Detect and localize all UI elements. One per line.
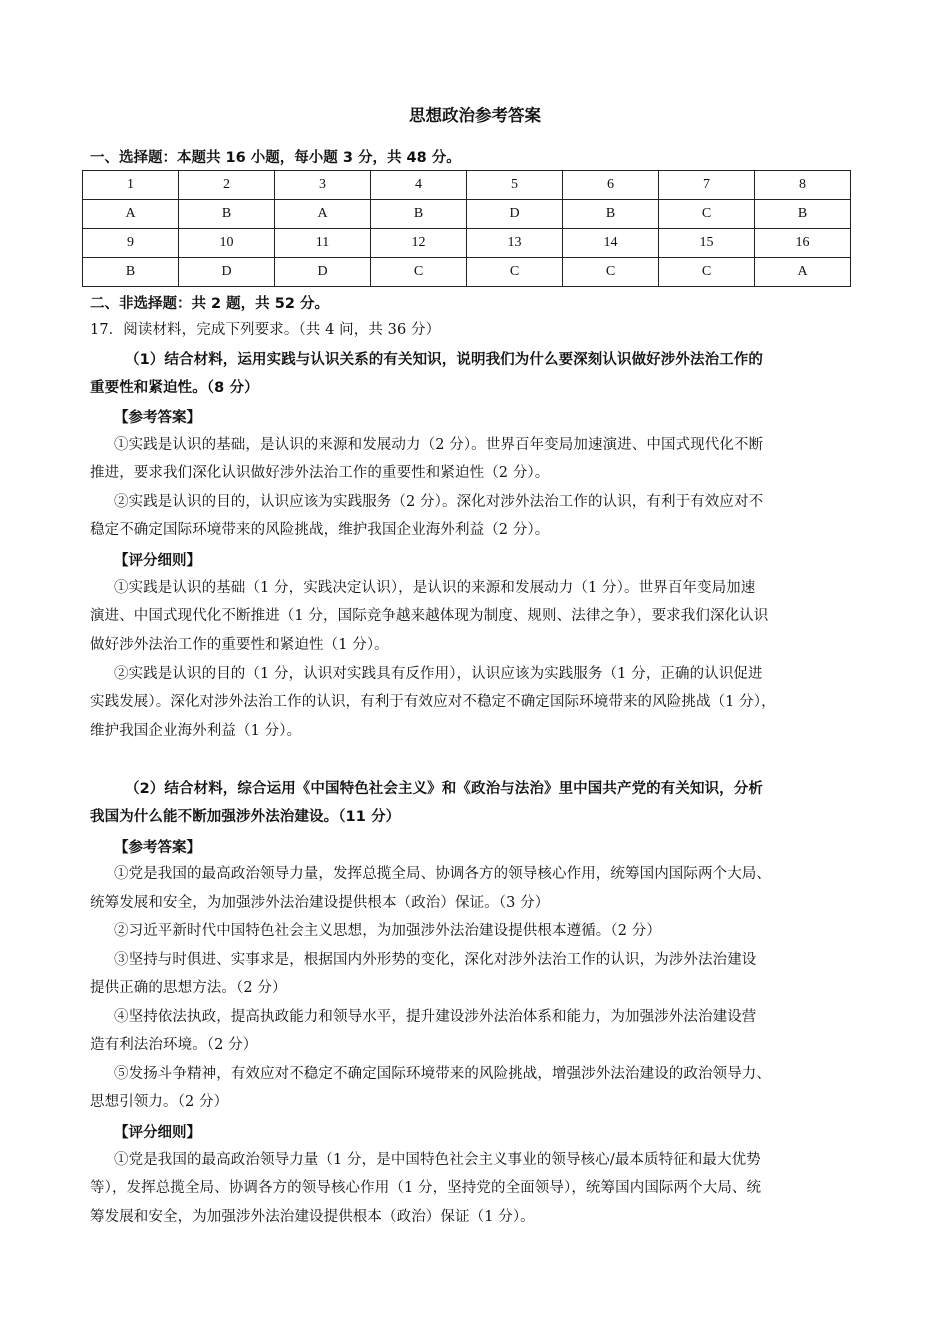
table-cell: 12 xyxy=(371,229,467,258)
table-cell: 7 xyxy=(659,171,755,200)
answer-line: ④坚持依法执政，提高执政能力和领导水平，提升建设涉外法治体系和能力，为加强涉外法治建设营 xyxy=(114,1009,757,1025)
q17-2-prompt-line: （2）结合材料，综合运用《中国特色社会主义》和《政治与法治》里中国共产党的有关知识，分析 xyxy=(125,781,763,797)
table-cell: 6 xyxy=(563,171,659,200)
table-cell: D xyxy=(275,258,371,287)
section-multiple-choice-heading: 一、选择题：本题共 16 小题，每小题 3 分，共 48 分。 xyxy=(90,150,461,166)
table-cell: 11 xyxy=(275,229,371,258)
table-cell: 2 xyxy=(179,171,275,200)
table-cell: B xyxy=(563,200,659,229)
table-cell: C xyxy=(659,200,755,229)
table-cell: B xyxy=(755,200,851,229)
table-cell: 16 xyxy=(755,229,851,258)
table-cell: A xyxy=(755,258,851,287)
table-cell: 10 xyxy=(179,229,275,258)
answer-line: 造有利法治环境。（2 分） xyxy=(90,1037,258,1053)
table-cell: 5 xyxy=(467,171,563,200)
q17-1-reference-tag: 【参考答案】 xyxy=(114,410,201,426)
table-cell: A xyxy=(275,200,371,229)
table-cell: C xyxy=(467,258,563,287)
table-cell: 3 xyxy=(275,171,371,200)
table-cell: D xyxy=(467,200,563,229)
table-cell: 13 xyxy=(467,229,563,258)
section-non-choice-heading: 二、非选择题：共 2 题，共 52 分。 xyxy=(90,296,329,312)
table-row xyxy=(83,229,851,258)
rule-line: 演进、中国式现代化不断推进（1 分，国际竞争越来越体现为制度、规则、法律之争），要求我们深化认识 xyxy=(90,608,769,624)
answer-line: ②实践是认识的目的，认识应该为实践服务（2 分）。深化对涉外法治工作的认识，有利于有效应对不 xyxy=(114,494,764,510)
table-cell: 14 xyxy=(563,229,659,258)
table-row xyxy=(83,258,851,287)
q17-1-scoring-tag: 【评分细则】 xyxy=(114,553,201,569)
answer-line: ①党是我国的最高政治领导力量，发挥总揽全局、协调各方的领导核心作用，统筹国内国际两个大局、 xyxy=(114,866,771,882)
q17-1-prompt-line: 重要性和紧迫性。（8 分） xyxy=(90,380,259,396)
rule-line: ②实践是认识的目的（1 分，认识对实践具有反作用），认识应该为实践服务（1 分，正确的认识促进 xyxy=(114,666,763,682)
table-cell: C xyxy=(563,258,659,287)
rule-line: 维护我国企业海外利益（1 分）。 xyxy=(90,723,302,739)
table-cell: B xyxy=(83,258,179,287)
answer-line: 提供正确的思想方法。（2 分） xyxy=(90,980,287,996)
table-cell: 9 xyxy=(83,229,179,258)
answer-line: ⑤发扬斗争精神，有效应对不稳定不确定国际环境带来的风险挑战，增强涉外法治建设的政治领导力、 xyxy=(114,1066,771,1082)
rule-line: ①实践是认识的基础（1 分，实践决定认识），是认识的来源和发展动力（1 分）。世界百年变局加速 xyxy=(114,580,756,596)
answer-line: 稳定不确定国际环境带来的风险挑战，维护我国企业海外利益（2 分）。 xyxy=(90,522,550,538)
table-cell: 4 xyxy=(371,171,467,200)
table-cell: B xyxy=(179,200,275,229)
answer-line: ③坚持与时俱进、实事求是，根据国内外形势的变化，深化对涉外法治工作的认识，为涉外法治建设 xyxy=(114,952,757,968)
table-cell: 1 xyxy=(83,171,179,200)
rule-line: 实践发展）。深化对涉外法治工作的认识，有利于有效应对不稳定不确定国际环境带来的风险挑战（1 分）， xyxy=(90,694,776,710)
table-cell: C xyxy=(371,258,467,287)
rule-line: 筹发展和安全，为加强涉外法治建设提供根本（政治）保证（1 分）。 xyxy=(90,1209,535,1225)
table-row xyxy=(83,200,851,229)
answer-line: 思想引领力。（2 分） xyxy=(90,1094,229,1110)
question-17-heading: 17．阅读材料，完成下列要求。（共 4 问，共 36 分） xyxy=(90,322,441,338)
rule-line: 做好涉外法治工作的重要性和紧迫性（1 分）。 xyxy=(90,637,389,653)
answer-table xyxy=(82,170,851,287)
table-cell: A xyxy=(83,200,179,229)
q17-1-prompt-line: （1）结合材料，运用实践与认识关系的有关知识，说明我们为什么要深刻认识做好涉外法治工作的 xyxy=(125,352,763,368)
answer-line: ②习近平新时代中国特色社会主义思想，为加强涉外法治建设提供根本遵循。（2 分） xyxy=(114,923,661,939)
answer-line: 推进，要求我们深化认识做好涉外法治工作的重要性和紧迫性（2 分）。 xyxy=(90,465,550,481)
page-title: 思想政治参考答案 xyxy=(409,106,541,125)
table-cell: 8 xyxy=(755,171,851,200)
table-cell: D xyxy=(179,258,275,287)
q17-2-scoring-tag: 【评分细则】 xyxy=(114,1125,201,1141)
rule-line: 等），发挥总揽全局、协调各方的领导核心作用（1 分，坚持党的全面领导），统筹国内国际两个大局、统 xyxy=(90,1180,762,1196)
table-cell: 15 xyxy=(659,229,755,258)
rule-line: ①党是我国的最高政治领导力量（1 分，是中国特色社会主义事业的领导核心/最本质特征和最大优势 xyxy=(114,1152,761,1168)
answer-line: 统筹发展和安全，为加强涉外法治建设提供根本（政治）保证。（3 分） xyxy=(90,895,550,911)
q17-2-reference-tag: 【参考答案】 xyxy=(114,840,201,856)
table-cell: C xyxy=(659,258,755,287)
table-cell: B xyxy=(371,200,467,229)
q17-2-prompt-line: 我国为什么能不断加强涉外法治建设。（11 分） xyxy=(90,809,401,825)
table-row xyxy=(83,171,851,200)
answer-line: ①实践是认识的基础，是认识的来源和发展动力（2 分）。世界百年变局加速演进、中国式现代化不断 xyxy=(114,437,764,453)
